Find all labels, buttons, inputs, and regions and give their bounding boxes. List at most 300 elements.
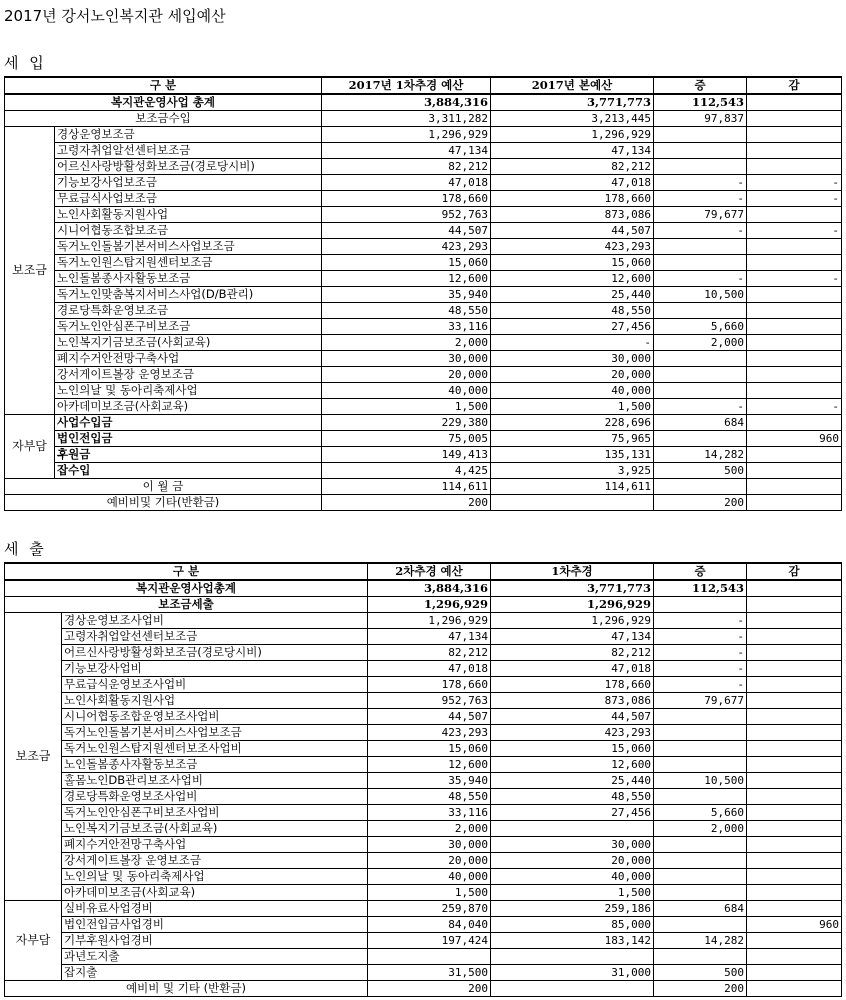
item-value-b: 1,500 — [491, 399, 654, 415]
table-row — [5, 741, 842, 757]
table-row — [5, 821, 842, 837]
item-value-b: 44,507 — [491, 709, 654, 725]
item-increase: 500 — [654, 463, 747, 479]
item-value-a: 15,060 — [368, 741, 491, 757]
item-decrease: - — [747, 399, 842, 415]
table-row — [5, 367, 842, 383]
total-increase: 112,543 — [654, 94, 747, 111]
item-decrease: - — [747, 223, 842, 239]
group-label: 보조금 — [5, 127, 55, 415]
item-value-a: 423,293 — [368, 725, 491, 741]
item-increase: - — [654, 645, 747, 661]
item-value-a: 75,005 — [322, 431, 491, 447]
item-value-a: 47,134 — [322, 143, 491, 159]
item-label: 무료급식사업보조금 — [55, 191, 322, 207]
header-row — [5, 563, 842, 580]
item-decrease — [747, 447, 842, 463]
item-increase: 2,000 — [654, 821, 747, 837]
item-value-b: 44,507 — [491, 223, 654, 239]
item-value-a: 47,018 — [368, 661, 491, 677]
expense-section-title: 세 출 — [4, 540, 47, 558]
item-decrease — [747, 693, 842, 709]
item-increase: - — [654, 613, 747, 629]
item-label: 사업수입금 — [55, 415, 322, 431]
item-value-b — [491, 949, 654, 965]
item-decrease — [747, 287, 842, 303]
item-increase: 10,500 — [654, 773, 747, 789]
reserve-decrease — [747, 495, 842, 511]
item-value-b: 15,060 — [491, 255, 654, 271]
item-label: 시니어협동조합운영보조사업비 — [62, 709, 368, 725]
item-value-b: 75,965 — [491, 431, 654, 447]
item-decrease — [747, 383, 842, 399]
item-increase: - — [654, 223, 747, 239]
item-value-a: 84,040 — [368, 917, 491, 933]
item-value-b: 25,440 — [491, 287, 654, 303]
item-label: 과년도지출 — [62, 949, 368, 965]
reserve-increase: 200 — [654, 981, 747, 997]
item-increase: 79,677 — [654, 207, 747, 223]
header-category: 구 분 — [5, 563, 368, 580]
header-col-3: 증 — [654, 563, 747, 580]
item-decrease — [747, 127, 842, 143]
item-increase — [654, 869, 747, 885]
item-value-b: 40,000 — [491, 869, 654, 885]
item-increase — [654, 127, 747, 143]
item-label: 기부후원사업경비 — [62, 933, 368, 949]
item-value-a: 82,212 — [368, 645, 491, 661]
table-row — [5, 447, 842, 463]
item-label: 잡수입 — [55, 463, 322, 479]
item-decrease — [747, 821, 842, 837]
table-row — [5, 917, 842, 933]
table-row — [5, 661, 842, 677]
item-label: 폐지수거안전망구축사업 — [62, 837, 368, 853]
item-increase — [654, 789, 747, 805]
item-decrease — [747, 901, 842, 917]
table-row — [5, 757, 842, 773]
item-decrease — [747, 741, 842, 757]
reserve-row — [5, 981, 842, 997]
table-row — [5, 463, 842, 479]
item-value-a: 259,870 — [368, 901, 491, 917]
item-value-a: 2,000 — [368, 821, 491, 837]
item-value-b: 1,296,929 — [491, 127, 654, 143]
item-increase — [654, 709, 747, 725]
item-value-a: 423,293 — [322, 239, 491, 255]
item-decrease — [747, 853, 842, 869]
total-label: 복지관운영사업 총계 — [5, 94, 322, 111]
table-row — [5, 645, 842, 661]
table-row — [5, 239, 842, 255]
item-label: 아카데미보조금(사회교육) — [55, 399, 322, 415]
item-label: 폐지수거안전망구축사업 — [55, 351, 322, 367]
table-row — [5, 773, 842, 789]
item-decrease — [747, 613, 842, 629]
header-row — [5, 77, 842, 94]
item-decrease — [747, 303, 842, 319]
item-increase — [654, 303, 747, 319]
item-decrease — [747, 757, 842, 773]
item-increase — [654, 917, 747, 933]
item-increase — [654, 383, 747, 399]
item-label: 노인돌봄종사자활동보조금 — [62, 757, 368, 773]
item-increase: - — [654, 399, 747, 415]
table-row — [5, 789, 842, 805]
item-decrease: 960 — [747, 917, 842, 933]
item-label: 시니어협동조합보조금 — [55, 223, 322, 239]
item-value-b: 25,440 — [491, 773, 654, 789]
carryover-value-a: 114,611 — [322, 479, 491, 495]
item-value-b: 47,134 — [491, 143, 654, 159]
item-value-a: 44,507 — [322, 223, 491, 239]
subtotal-row — [5, 111, 842, 127]
reserve-value-b — [491, 495, 654, 511]
table-row — [5, 127, 842, 143]
table-row — [5, 319, 842, 335]
item-label: 노인사회활동지원사업 — [62, 693, 368, 709]
item-decrease — [747, 885, 842, 901]
item-increase: - — [654, 271, 747, 287]
table-row — [5, 885, 842, 901]
item-value-a: 15,060 — [322, 255, 491, 271]
item-value-a: 33,116 — [368, 805, 491, 821]
item-value-a: 47,134 — [368, 629, 491, 645]
item-decrease — [747, 207, 842, 223]
item-value-a: 178,660 — [322, 191, 491, 207]
table-row — [5, 143, 842, 159]
item-value-b: 20,000 — [491, 367, 654, 383]
item-value-a: 197,424 — [368, 933, 491, 949]
document-title: 2017년 강서노인복지관 세입예산 — [4, 7, 226, 25]
item-value-b: 873,086 — [491, 207, 654, 223]
table-row — [5, 901, 842, 917]
item-label: 강서게이트볼장 운영보조금 — [55, 367, 322, 383]
carryover-row — [5, 479, 842, 495]
carryover-label: 이 월 금 — [5, 479, 322, 495]
table-row — [5, 191, 842, 207]
total-value-a: 3,884,316 — [368, 580, 491, 597]
item-value-b: 82,212 — [491, 159, 654, 175]
item-value-a: 178,660 — [368, 677, 491, 693]
item-value-b: 48,550 — [491, 789, 654, 805]
table-row — [5, 335, 842, 351]
item-decrease — [747, 645, 842, 661]
table-row — [5, 837, 842, 853]
item-decrease — [747, 629, 842, 645]
item-value-a: 82,212 — [322, 159, 491, 175]
header-category: 구 분 — [5, 77, 322, 94]
item-label: 독거노인안심폰구비보조금 — [55, 319, 322, 335]
item-value-b: 183,142 — [491, 933, 654, 949]
item-decrease: - — [747, 271, 842, 287]
item-value-b: 85,000 — [491, 917, 654, 933]
subtotal-value-a: 3,311,282 — [322, 111, 491, 127]
item-value-a: 48,550 — [322, 303, 491, 319]
item-increase — [654, 725, 747, 741]
total-value-b: 3,771,773 — [491, 94, 654, 111]
item-increase — [654, 239, 747, 255]
item-value-a: 33,116 — [322, 319, 491, 335]
item-increase: 500 — [654, 965, 747, 981]
reserve-label: 예비비 및 기타 (반환금) — [5, 981, 368, 997]
reserve-label: 예비비및 기타(반환금) — [5, 495, 322, 511]
table-row — [5, 805, 842, 821]
item-value-b: 27,456 — [491, 319, 654, 335]
item-label: 법인전입금사업경비 — [62, 917, 368, 933]
subtotal-increase — [654, 597, 747, 613]
table-row — [5, 965, 842, 981]
item-value-b: 178,660 — [491, 677, 654, 693]
item-value-a: 1,500 — [368, 885, 491, 901]
table-row — [5, 255, 842, 271]
item-value-a: 952,763 — [368, 693, 491, 709]
subtotal-decrease — [747, 597, 842, 613]
carryover-value-b: 114,611 — [491, 479, 654, 495]
item-decrease — [747, 367, 842, 383]
item-value-a: 1,296,929 — [322, 127, 491, 143]
item-value-b: 31,000 — [491, 965, 654, 981]
item-value-b: 1,296,929 — [491, 613, 654, 629]
reserve-increase: 200 — [654, 495, 747, 511]
item-decrease — [747, 725, 842, 741]
income-table — [4, 76, 842, 511]
item-value-a: 20,000 — [368, 853, 491, 869]
subtotal-value-b: 1,296,929 — [491, 597, 654, 613]
item-value-b: 1,500 — [491, 885, 654, 901]
item-increase: 5,660 — [654, 319, 747, 335]
item-increase: 2,000 — [654, 335, 747, 351]
item-label: 홀몸노인DB관리보조사업비 — [62, 773, 368, 789]
item-increase — [654, 159, 747, 175]
header-col-2: 2017년 본예산 — [491, 77, 654, 94]
table-row — [5, 383, 842, 399]
item-decrease — [747, 255, 842, 271]
item-value-b: 27,456 — [491, 805, 654, 821]
item-value-a: 4,425 — [322, 463, 491, 479]
item-label: 실비유료사업경비 — [62, 901, 368, 917]
item-label: 아카데미보조금(사회교육) — [62, 885, 368, 901]
item-decrease — [747, 351, 842, 367]
item-value-b: - — [491, 335, 654, 351]
item-value-b: 12,600 — [491, 757, 654, 773]
table-row — [5, 725, 842, 741]
item-value-a: 2,000 — [322, 335, 491, 351]
header-col-1: 2017년 1차추경 예산 — [322, 77, 491, 94]
item-increase — [654, 949, 747, 965]
item-value-a: 20,000 — [322, 367, 491, 383]
subtotal-decrease — [747, 111, 842, 127]
item-increase — [654, 143, 747, 159]
item-decrease — [747, 933, 842, 949]
item-label: 강서게이트볼장 운영보조금 — [62, 853, 368, 869]
item-label: 노인돌봄종사자활동보조금 — [55, 271, 322, 287]
carryover-increase — [654, 479, 747, 495]
item-value-b: 12,600 — [491, 271, 654, 287]
item-label: 독거노인맞춤복지서비스사업(D/B관리) — [55, 287, 322, 303]
item-label: 노인사회활동지원사업 — [55, 207, 322, 223]
item-value-b: 178,660 — [491, 191, 654, 207]
item-increase: - — [654, 677, 747, 693]
item-value-b: 20,000 — [491, 853, 654, 869]
total-value-a: 3,884,316 — [322, 94, 491, 111]
table-row — [5, 287, 842, 303]
table-row — [5, 693, 842, 709]
table-row — [5, 175, 842, 191]
table-row — [5, 629, 842, 645]
item-increase — [654, 351, 747, 367]
table-row — [5, 869, 842, 885]
reserve-value-a: 200 — [322, 495, 491, 511]
item-label: 독거노인돌봄기본서비스사업보조금 — [62, 725, 368, 741]
total-row — [5, 94, 842, 111]
total-decrease — [747, 94, 842, 111]
item-decrease — [747, 805, 842, 821]
header-col-1: 2차추경 예산 — [368, 563, 491, 580]
item-value-a: 40,000 — [322, 383, 491, 399]
item-increase — [654, 853, 747, 869]
expense-table — [4, 562, 842, 997]
item-decrease — [747, 677, 842, 693]
item-increase — [654, 367, 747, 383]
item-decrease — [747, 319, 842, 335]
group-label: 보조금 — [5, 613, 62, 901]
table-row — [5, 431, 842, 447]
item-decrease — [747, 143, 842, 159]
item-value-a: 35,940 — [322, 287, 491, 303]
item-value-a: 952,763 — [322, 207, 491, 223]
subtotal-label: 보조금수입 — [5, 111, 322, 127]
item-increase: - — [654, 661, 747, 677]
subtotal-label: 보조금세출 — [5, 597, 368, 613]
subtotal-increase: 97,837 — [654, 111, 747, 127]
item-increase — [654, 255, 747, 271]
item-decrease — [747, 709, 842, 725]
table-row — [5, 677, 842, 693]
item-label: 기능보강사업비 — [62, 661, 368, 677]
reserve-decrease — [747, 981, 842, 997]
item-increase: 10,500 — [654, 287, 747, 303]
item-increase: - — [654, 175, 747, 191]
item-increase: 5,660 — [654, 805, 747, 821]
item-increase — [654, 431, 747, 447]
item-increase — [654, 757, 747, 773]
item-value-b: 259,186 — [491, 901, 654, 917]
reserve-row — [5, 495, 842, 511]
item-decrease — [747, 949, 842, 965]
item-decrease — [747, 773, 842, 789]
item-value-a: 1,296,929 — [368, 613, 491, 629]
item-value-a: 44,507 — [368, 709, 491, 725]
table-row — [5, 399, 842, 415]
group-label: 자부담 — [5, 415, 55, 479]
item-label: 경상운영보조금 — [55, 127, 322, 143]
item-increase: - — [654, 629, 747, 645]
item-decrease: 960 — [747, 431, 842, 447]
item-decrease — [747, 965, 842, 981]
item-value-a: 229,380 — [322, 415, 491, 431]
item-value-b: 873,086 — [491, 693, 654, 709]
item-decrease — [747, 239, 842, 255]
item-increase — [654, 885, 747, 901]
item-label: 고령자취업알선센터보조금 — [62, 629, 368, 645]
table-row — [5, 415, 842, 431]
item-decrease — [747, 789, 842, 805]
carryover-decrease — [747, 479, 842, 495]
item-value-b: 423,293 — [491, 239, 654, 255]
table-row — [5, 351, 842, 367]
item-value-b: 40,000 — [491, 383, 654, 399]
subtotal-row — [5, 597, 842, 613]
item-value-b: 30,000 — [491, 351, 654, 367]
header-col-2: 1차추경 — [491, 563, 654, 580]
item-decrease — [747, 837, 842, 853]
item-increase — [654, 837, 747, 853]
item-label: 독거노인원스탑지원센터보조사업비 — [62, 741, 368, 757]
item-value-a: 12,600 — [368, 757, 491, 773]
subtotal-value-a: 1,296,929 — [368, 597, 491, 613]
item-value-b — [491, 821, 654, 837]
table-row — [5, 303, 842, 319]
item-decrease — [747, 335, 842, 351]
item-increase: 684 — [654, 901, 747, 917]
table-row — [5, 271, 842, 287]
item-label: 독거노인원스탑지원센터보조금 — [55, 255, 322, 271]
total-label: 복지관운영사업총계 — [5, 580, 368, 597]
item-value-a: 48,550 — [368, 789, 491, 805]
item-label: 후원금 — [55, 447, 322, 463]
item-value-b: 423,293 — [491, 725, 654, 741]
income-section-title: 세 입 — [4, 54, 47, 72]
total-decrease — [747, 580, 842, 597]
item-increase: - — [654, 191, 747, 207]
reserve-value-a: 200 — [368, 981, 491, 997]
item-value-a: 149,413 — [322, 447, 491, 463]
item-label: 기능보강사업보조금 — [55, 175, 322, 191]
item-value-a: 31,500 — [368, 965, 491, 981]
item-value-a: 35,940 — [368, 773, 491, 789]
item-label: 노인의날 및 동아리축제사업 — [55, 383, 322, 399]
item-label: 고령자취업알선센터보조금 — [55, 143, 322, 159]
item-increase: 14,282 — [654, 933, 747, 949]
table-row — [5, 207, 842, 223]
table-row — [5, 853, 842, 869]
total-increase: 112,543 — [654, 580, 747, 597]
item-value-b: 228,696 — [491, 415, 654, 431]
table-row — [5, 709, 842, 725]
header-col-4: 감 — [747, 563, 842, 580]
table-row — [5, 223, 842, 239]
item-value-a: 47,018 — [322, 175, 491, 191]
item-decrease — [747, 415, 842, 431]
table-row — [5, 933, 842, 949]
item-label: 노인복지기금보조금(사회교육) — [55, 335, 322, 351]
item-label: 경로당특화운영보조금 — [55, 303, 322, 319]
subtotal-value-b: 3,213,445 — [491, 111, 654, 127]
item-value-b: 3,925 — [491, 463, 654, 479]
item-label: 노인복지기금보조금(사회교육) — [62, 821, 368, 837]
item-decrease — [747, 463, 842, 479]
group-label: 자부담 — [5, 901, 62, 981]
item-value-a: 1,500 — [322, 399, 491, 415]
item-value-a: 40,000 — [368, 869, 491, 885]
item-value-b: 47,134 — [491, 629, 654, 645]
item-decrease: - — [747, 175, 842, 191]
item-value-a: 30,000 — [368, 837, 491, 853]
item-label: 노인의날 및 동아리축제사업 — [62, 869, 368, 885]
reserve-value-b — [491, 981, 654, 997]
item-value-b: 30,000 — [491, 837, 654, 853]
